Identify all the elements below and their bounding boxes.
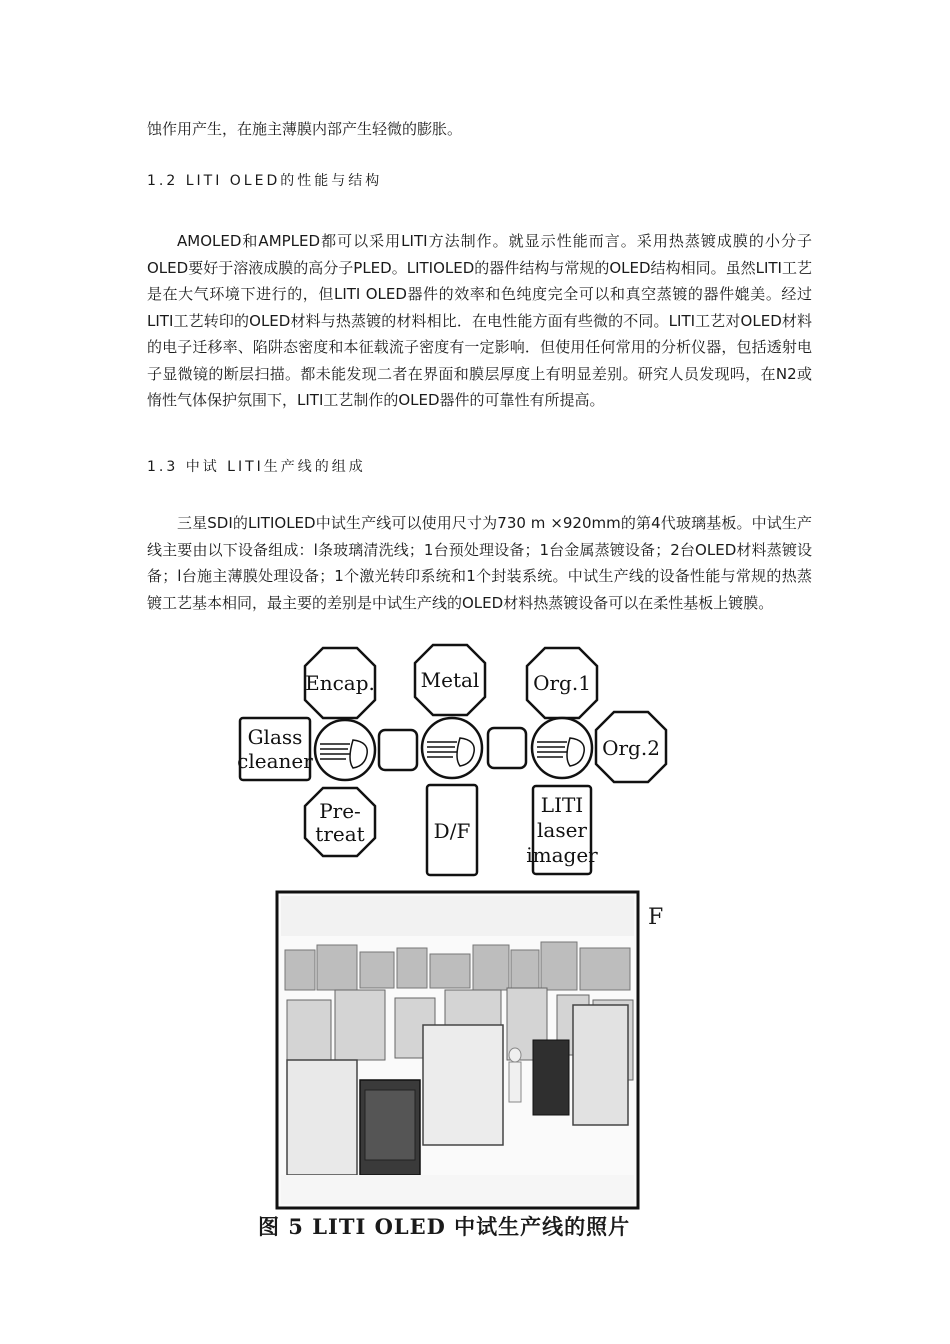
df-label: D/F xyxy=(433,819,471,843)
production-line-photo xyxy=(275,890,640,1210)
paragraph-continuation: 蚀作用产生，在施主薄膜内部产生轻微的膨胀。 xyxy=(147,120,463,138)
transfer-robot-1 xyxy=(315,720,375,780)
org1-label: Org.1 xyxy=(533,671,591,695)
encap-label: Encap. xyxy=(305,671,375,695)
glass-label-line1: Glass xyxy=(247,725,303,749)
section-heading-1-3: 1.3 中试 LITI生产线的组成 xyxy=(147,459,366,475)
paragraph-liti-performance: AMOLED和AMPLED都可以采用LITI方法制作。就显示性能而言。采用热蒸镀成膜的小分子OLED要好于溶液成膜的高分子PLED。LITIOLED的器件结构与常规的OLED结构相同。虽然LITI工艺是在大气环境下进行的，但LITI OLED器件的效率和色纯度完全可以和真空蒸镀的器件媲美。经过LITI工艺转印的OLED材料与热蒸镀的材料相比．在电性能方面有些微的不同。LITI工艺对OLED材料的电子迁移率、陷阱态密度和本征载流子密度有一定影响．但使用任何常用的分析仪器，包括透射电子显微镜的断层扫描。都未能发现二者在界面和膜层厚度上有明显差别。研究人员发现吗，在N2或惰性气体保护氛围下，LITI工艺制作的OLED器件的可靠性有所提高。 xyxy=(147,232,812,409)
liti-label-line3: imager xyxy=(526,843,598,867)
figure-ear-mark: F xyxy=(648,905,664,930)
glass-label-line2: cleaner xyxy=(237,749,313,773)
org2-label: Org.2 xyxy=(602,736,660,760)
pretreat-label-line2: treat xyxy=(315,822,365,846)
liti-label-line2: laser xyxy=(537,818,587,842)
transfer-robot-2 xyxy=(422,718,482,778)
buffer-chamber-1 xyxy=(379,730,417,770)
section-heading-1-2: 1.2 LITI OLED的性能与结构 xyxy=(147,173,383,189)
figure-caption: 图 5 LITI OLED 中试生产线的照片 xyxy=(258,1214,631,1239)
liti-label-line1: LITI xyxy=(540,793,584,817)
transfer-robot-3 xyxy=(532,718,592,778)
buffer-chamber-2 xyxy=(488,728,526,768)
metal-label: Metal xyxy=(420,668,480,692)
paragraph-pilot-line: 三星SDI的LITIOLED中试生产线可以使用尺寸为730 m ×920mm的第4代玻璃基板。中试生产线主要由以下设备组成：l条玻璃清洗线；1台预处理设备；1台金属蒸镀设备；2台OLED材料蒸镀设备；l台施主薄膜处理设备；1个激光转印系统和1个封装系统。中试生产线的设备性能与常规的热蒸镀工艺基本相同，最主要的差别是中试生产线的OLED材料热蒸镀设备可以在柔性基板上镀膜。 xyxy=(147,514,812,612)
equipment-layout-diagram xyxy=(235,640,675,880)
pretreat-label-line1: Pre- xyxy=(319,799,361,823)
